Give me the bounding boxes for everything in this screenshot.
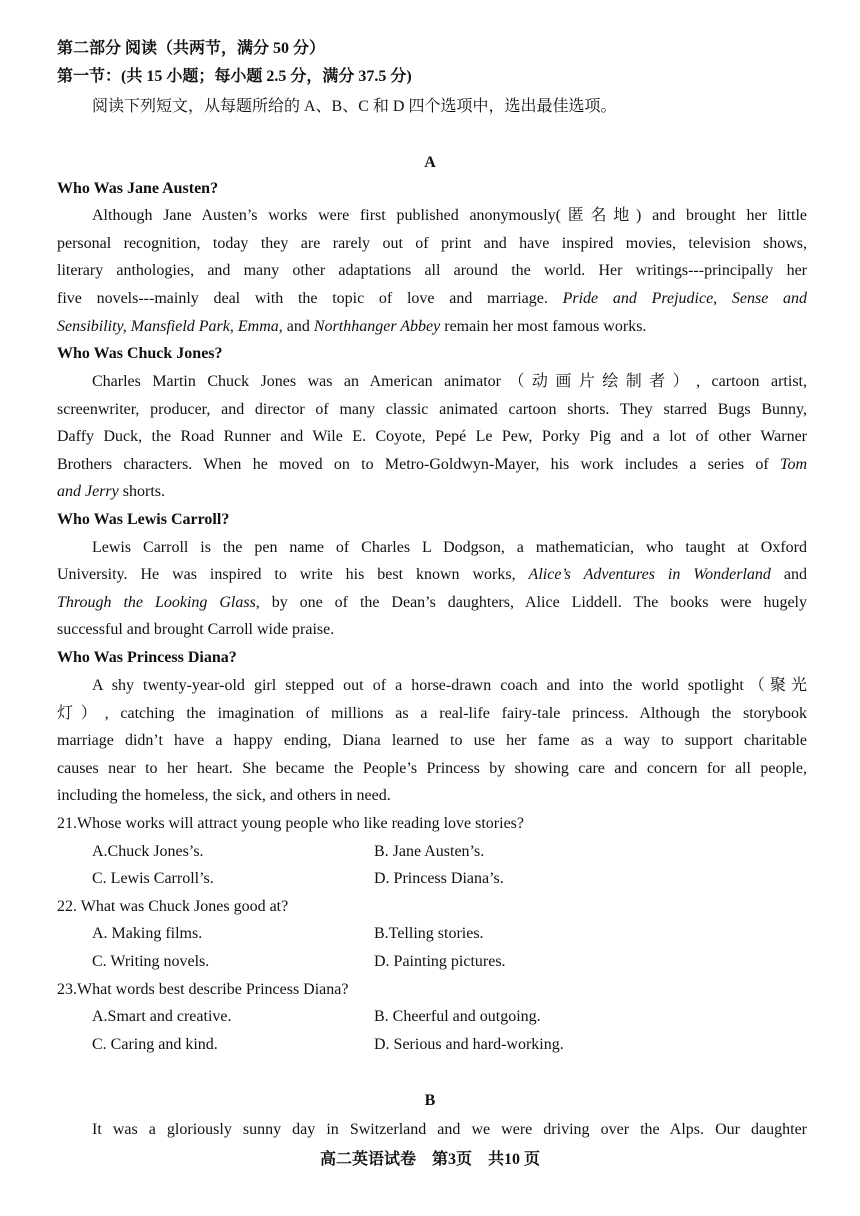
jones-line-4: Brothers characters. When he moved on to Metro-Goldwyn-Mayer, his work includes a series of Tom	[57, 456, 808, 473]
question-21-option-a: A.Chuck Jones’s.	[92, 843, 204, 860]
page-footer: 高二英语试卷 第3页 共10 页	[319, 1151, 540, 1168]
passage-b-label: B	[424, 1092, 436, 1109]
jones-line-1: Charles Martin Chuck Jones was an American animator（动画片绘制者）, cartoon artist,	[92, 373, 807, 390]
question-21-option-c: C. Lewis Carroll’s.	[92, 870, 214, 887]
section-heading: 第一节：(共 15 小题；每小题 2.5 分，满分 37.5 分)	[57, 68, 412, 85]
diana-line-1: A shy twenty-year-old girl stepped out of a horse-drawn coach and into the world spotlight（聚光	[92, 677, 807, 694]
jones-line-2: screenwriter, producer, and director of many classic animated cartoon shorts. They starred Bugs Bunny,	[57, 401, 807, 418]
diana-line-5: including the homeless, the sick, and others in need.	[57, 787, 391, 804]
diana-line-2: 灯）, catching the imagination of millions as a real-life fairy-tale princess. Although the storybook	[57, 705, 807, 722]
question-23-stem: 23.What words best describe Princess Diana?	[57, 981, 349, 998]
instructions: 阅读下列短文，从每题所给的 A、B、C 和 D 四个选项中，选出最佳选项。	[92, 98, 617, 115]
austen-line-2: personal recognition, today they are rarely out of print and have inspired movies, television shows,	[57, 235, 807, 252]
austen-heading: Who Was Jane Austen?	[57, 180, 219, 197]
part-heading: 第二部分 阅读（共两节，满分 50 分）	[57, 40, 326, 57]
jones-heading: Who Was Chuck Jones?	[57, 345, 223, 362]
austen-line-3: literary anthologies, and many other adaptations all around the world. Her writings---principally her	[57, 262, 807, 279]
jones-line-5: and Jerry shorts.	[57, 483, 165, 500]
question-23-option-b: B. Cheerful and outgoing.	[374, 1008, 541, 1025]
carroll-line-2: University. He was inspired to write his best known works, Alice’s Adventures in Wonderland and	[57, 566, 807, 583]
austen-line-5: Sensibility, Mansfield Park, Emma, and Northhanger Abbey remain her most famous works.	[57, 318, 647, 335]
question-22-option-d: D. Painting pictures.	[374, 953, 506, 970]
question-22-stem: 22. What was Chuck Jones good at?	[57, 898, 289, 915]
carroll-line-4: successful and brought Carroll wide praise.	[57, 621, 335, 638]
question-23-option-a: A.Smart and creative.	[92, 1008, 232, 1025]
question-21-option-d: D. Princess Diana’s.	[374, 870, 504, 887]
question-22-option-c: C. Writing novels.	[92, 953, 210, 970]
austen-line-4: five novels---mainly deal with the topic of love and marriage. Pride and Prejudice, Sense and	[57, 290, 808, 307]
question-22-option-a: A. Making films.	[92, 925, 203, 942]
question-23-option-c: C. Caring and kind.	[92, 1036, 218, 1053]
diana-line-4: causes near to her heart. She became the People’s Princess by showing care and concern for all people,	[57, 760, 807, 777]
diana-line-3: marriage didn’t have a happy ending, Diana learned to use her fame as a way to support charitable	[57, 732, 807, 749]
austen-line-1: Although Jane Austen’s works were first published anonymously(匿名地) and brought her little	[92, 207, 807, 224]
carroll-line-3: Through the Looking Glass, by one of the Dean’s daughters, Alice Liddell. The books were hugely	[57, 594, 807, 611]
question-22-option-b: B.Telling stories.	[374, 925, 484, 942]
diana-heading: Who Was Princess Diana?	[57, 649, 237, 666]
carroll-line-1: Lewis Carroll is the pen name of Charles L Dodgson, a mathematician, who taught at Oxford	[92, 539, 807, 556]
carroll-heading: Who Was Lewis Carroll?	[57, 511, 230, 528]
question-21-option-b: B. Jane Austen’s.	[374, 843, 485, 860]
passage-a-label: A	[424, 154, 436, 171]
jones-line-3: Daffy Duck, the Road Runner and Wile E. Coyote, Pepé Le Pew, Porky Pig and a lot of other Warner	[57, 428, 807, 445]
question-23-option-d: D. Serious and hard-working.	[374, 1036, 564, 1053]
passage-b-line-1: It was a gloriously sunny day in Switzerland and we were driving over the Alps. Our daughter	[92, 1121, 807, 1138]
question-21-stem: 21.Whose works will attract young people who like reading love stories?	[57, 815, 524, 832]
